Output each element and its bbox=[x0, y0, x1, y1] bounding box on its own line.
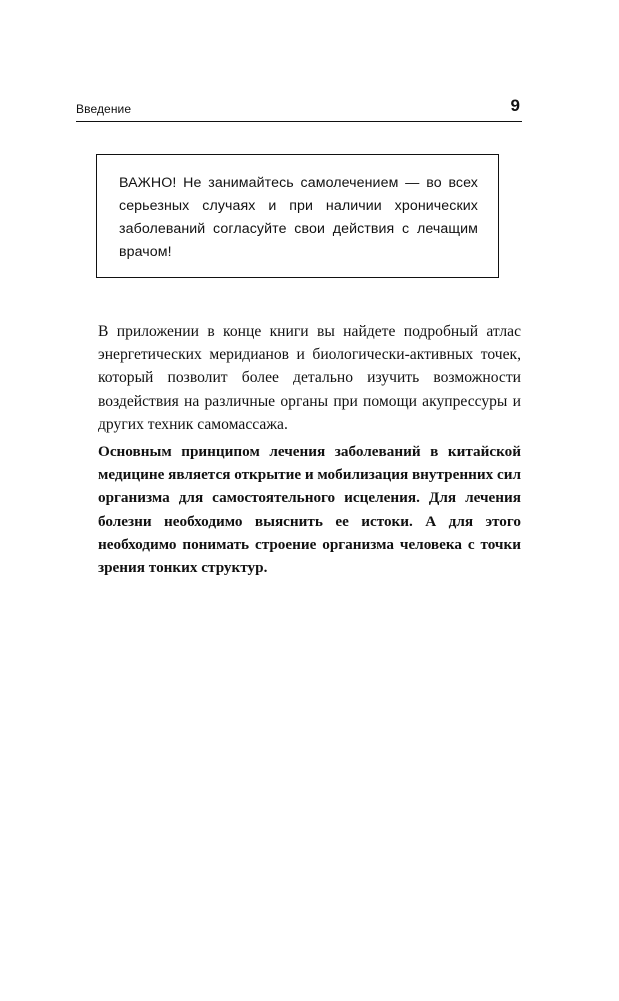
paragraph-principle bbox=[76, 440, 521, 579]
paragraph-block bbox=[76, 320, 521, 579]
paragraph-1-text: В приложении в конце книги вы найдете подробный атлас энергетических меридианов и биологически-активных точек, который позволит более детально изучить возможности воздействия на различные органы при помощи акупрессуры и других техник самомассажа. bbox=[98, 323, 521, 433]
running-head bbox=[76, 96, 522, 118]
paragraph-2-text: Основным принципом лечения заболеваний в китайской медицине является открытие и мобилизация внутренних сил организма для самостоятельного исцеления. Для лечения болезни необходимо выяснить ее истоки. А для этого необходимо понимать строение организма человека с точки зрения тонких структур. bbox=[98, 443, 522, 577]
page-number: 9 bbox=[510, 96, 520, 115]
paragraph-appendix-note bbox=[76, 320, 521, 436]
warning-box bbox=[96, 154, 499, 278]
section-title: Введение bbox=[76, 102, 132, 116]
header-rule bbox=[76, 121, 522, 122]
main-text bbox=[98, 320, 521, 579]
warning-text: ВАЖНО! Не занимайтесь самолечением — во всех серьезных случаях и при наличии хронических заболеваний согласуйте свои действия с лечащим врачом! bbox=[119, 175, 478, 260]
